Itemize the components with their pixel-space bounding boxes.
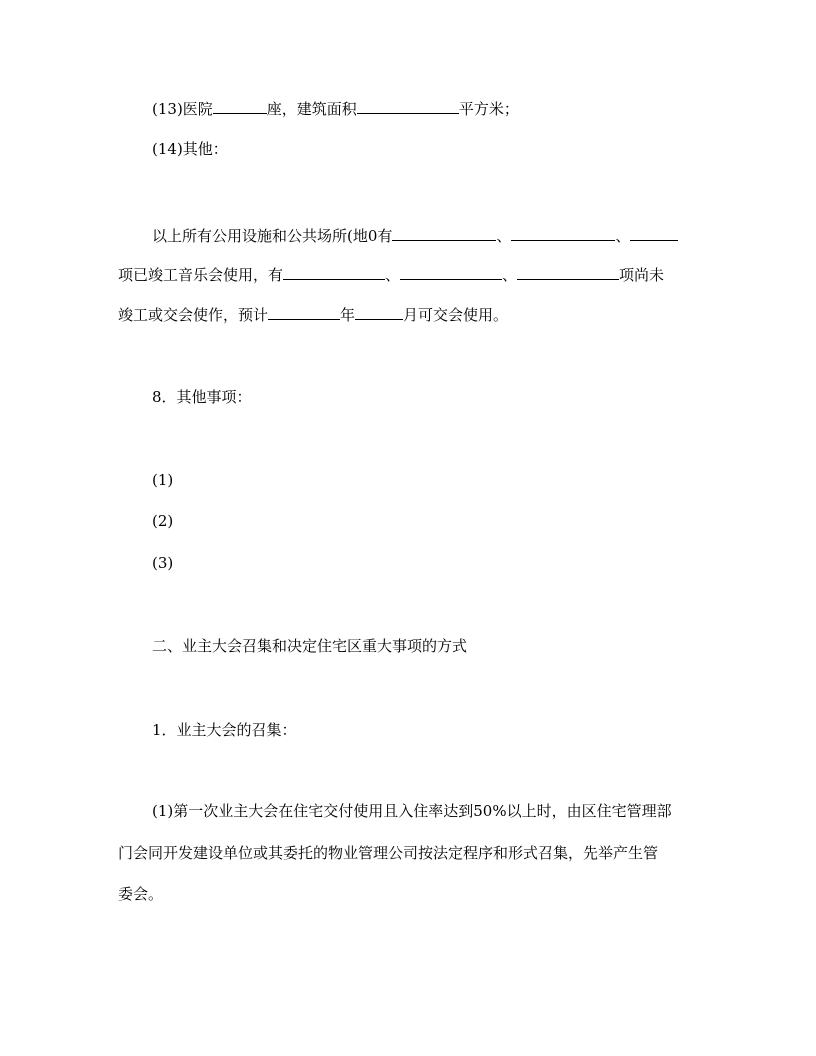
facilities-line-3 bbox=[118, 304, 508, 324]
year-label: 年 bbox=[340, 306, 356, 324]
facilities-line-1 bbox=[152, 225, 678, 245]
paragraph-line-2-text: 门会同开发建设单位或其委托的物业管理公司按法定程序和形式召集，先举产生管 bbox=[118, 844, 659, 862]
section-2-title bbox=[152, 636, 467, 656]
item-14-line bbox=[152, 139, 228, 159]
month-suffix: 月可交会使用。 bbox=[403, 306, 509, 324]
item-14-label: (14)其他： bbox=[152, 140, 228, 158]
section-2-title-text: 二、业主大会召集和决定住宅区重大事项的方式 bbox=[152, 637, 468, 655]
other-item-2 bbox=[152, 511, 173, 531]
item-13-prefix: (13)医院 bbox=[152, 100, 213, 118]
separator: 、 bbox=[502, 266, 518, 284]
paragraph-line-3 bbox=[118, 884, 163, 904]
paragraph-line-1-text: (1)第一次业主大会在住宅交付使用且入住率达到50%以上时，由区住宅管理部 bbox=[152, 802, 672, 820]
month-blank bbox=[355, 304, 403, 320]
hospital-area-blank bbox=[357, 98, 459, 114]
year-blank bbox=[268, 304, 340, 320]
other-item-2-label: (2) bbox=[152, 512, 174, 530]
paragraph-line-1 bbox=[152, 801, 672, 821]
facilities-line-2-prefix: 项已竣工音乐会使用，有 bbox=[118, 266, 284, 284]
other-item-3 bbox=[152, 553, 173, 573]
facility-blank-1 bbox=[392, 225, 496, 241]
facility-blank-3 bbox=[630, 225, 678, 241]
item-13-suffix: 平方米； bbox=[458, 100, 519, 118]
facilities-line-2 bbox=[118, 264, 664, 284]
other-item-3-label: (3) bbox=[152, 554, 174, 572]
facilities-line-2-suffix: 项尚未 bbox=[619, 266, 665, 284]
hospital-count-blank bbox=[213, 98, 267, 114]
other-item-1 bbox=[152, 470, 173, 490]
facility-blank-5 bbox=[400, 264, 502, 280]
section-8-heading bbox=[152, 387, 252, 407]
facility-blank-4 bbox=[283, 264, 385, 280]
facility-blank-2 bbox=[511, 225, 615, 241]
item-13-mid: 座，建筑面积 bbox=[266, 100, 357, 118]
paragraph-line-2 bbox=[118, 843, 658, 863]
facilities-line-3-prefix: 竣工或交会使作，预计 bbox=[118, 306, 269, 324]
subsection-1-title bbox=[152, 720, 297, 740]
other-item-1-label: (1) bbox=[152, 471, 174, 489]
facility-blank-6 bbox=[517, 264, 619, 280]
separator: 、 bbox=[385, 266, 401, 284]
subsection-1-title-text: 1．业主大会的召集： bbox=[152, 721, 297, 739]
paragraph-line-3-text: 委会。 bbox=[118, 885, 164, 903]
item-13-line bbox=[152, 98, 519, 118]
section-8-text: 8．其他事项： bbox=[152, 388, 252, 406]
facilities-line-1-prefix: 以上所有公用设施和公共场所(地0有 bbox=[152, 227, 393, 245]
separator: 、 bbox=[615, 227, 631, 245]
separator: 、 bbox=[496, 227, 512, 245]
